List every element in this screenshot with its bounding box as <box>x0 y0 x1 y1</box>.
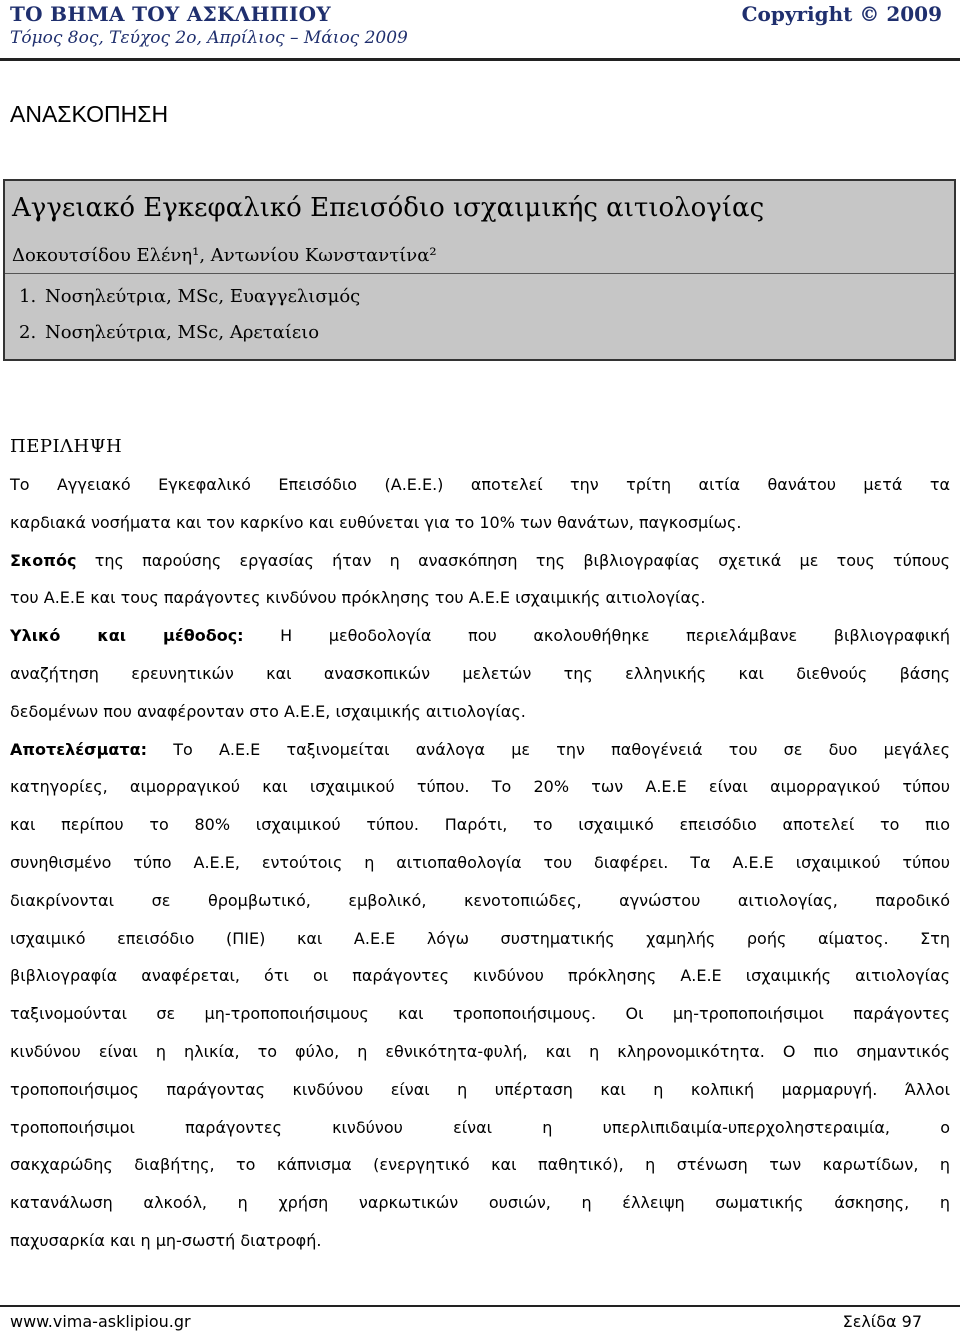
abstract-text: ταξινομούνται σε μη-τροποποιήσιμους και τροποποιήσιμους. Οι μη-τροποποιήσιμοι παράγοντες <box>10 1004 950 1024</box>
abstract-text: του Α.Ε.Ε και τους παράγοντες κινδύνου πρόκλησης του Α.Ε.Ε ισχαιμικής αιτιολογίας. <box>10 588 706 608</box>
abstract-line <box>10 740 950 759</box>
box-divider <box>5 273 954 274</box>
header-divider <box>0 58 960 61</box>
abstract-line <box>10 815 950 834</box>
abstract-subheading: Υλικό και μέθοδος: <box>10 626 244 646</box>
abstract-text: αναζήτηση ερευνητικών και ανασκοπικών μελετών της ελληνικής και διεθνούς βάσης <box>10 664 950 683</box>
abstract-text: διακρίνονται σε θρομβωτικό, εμβολικό, κενοτοπιώδες, αγνώστου αιτιολογίας, παροδικό <box>10 890 950 910</box>
abstract-subheading: Σκοπός <box>10 550 77 570</box>
abstract-text: παχυσαρκία και η μη-σωστή διατροφή. <box>10 1231 322 1250</box>
abstract-line <box>10 777 950 796</box>
abstract-line <box>10 1080 950 1099</box>
page-header <box>10 2 408 48</box>
copyright-notice: Copyright © 2009 <box>741 2 942 26</box>
abstract-line <box>10 1042 950 1061</box>
abstract-text: καρδιακά νοσήματα και τον καρκίνο και ευθύνεται για το 10% των θανάτων, παγκοσμίως. <box>10 512 742 532</box>
abstract-text: δεδομένων που αναφέρονταν στο Α.Ε.Ε, ισχαιμικής αιτιολογίας. <box>10 701 526 721</box>
abstract-line <box>10 664 950 683</box>
abstract-text: Η μεθοδολογία που ακολουθήθηκε περιελάμβανε βιβλιογραφική <box>243 626 951 646</box>
affiliation-text: Νοσηλεύτρια, MSc, Ευαγγελισμός <box>45 286 361 307</box>
footer-page-number: Σελίδα 97 <box>842 1312 922 1331</box>
abstract-text: τροποποιήσιμοι παράγοντες κινδύνου είναι η υπερλιπιδαιμία-υπερχοληστεραιμία, ο <box>10 1117 950 1137</box>
affiliation-text: Νοσηλεύτρια, MSc, Αρεταίειο <box>45 322 320 343</box>
abstract-line <box>10 1004 950 1023</box>
abstract-subheading: Αποτελέσματα: <box>10 739 148 759</box>
volume-issue: Τόμος 8ος, Τεύχος 2ο, Απρίλιος – Μάιος 2009 <box>10 28 408 48</box>
abstract-line <box>10 475 950 494</box>
abstract-line <box>10 588 950 607</box>
abstract-text: Το Α.Ε.Ε ταξινομείται ανάλογα με την παθογένειά του σε δυο μεγάλες <box>147 739 950 759</box>
affiliation-number: 1. <box>19 286 37 307</box>
abstract-text: σακχαρώδης διαβήτης, το κάπνισμα (ενεργητικό και παθητικό), η στένωση των καρωτίδων, η <box>10 1155 950 1175</box>
abstract-line <box>10 1118 950 1137</box>
abstract-heading: ΠΕΡΙΛΗΨΗ <box>10 436 123 457</box>
affiliation-2 <box>19 322 319 343</box>
footer-divider <box>0 1305 960 1307</box>
abstract-text: τροποποιήσιμος παράγοντας κινδύνου είναι η υπέρταση και η κολπική μαρμαρυγή. Άλλοι <box>10 1079 950 1099</box>
article-authors: Δοκουτσίδου Ελένη¹, Αντωνίου Κωνσταντίνα² <box>12 245 437 266</box>
abstract-text: κατηγορίες, αιμορραγικού και ισχαιμικού τύπου. Το 20% των Α.Ε.Ε είναι αιμορραγικού τύπου <box>10 777 950 797</box>
affiliation-1 <box>19 286 360 307</box>
abstract-line <box>10 702 950 721</box>
affiliation-number: 2. <box>19 322 37 343</box>
abstract-line <box>10 626 950 645</box>
abstract-line <box>10 891 950 910</box>
footer-website: www.vima-asklipiou.gr <box>10 1312 191 1331</box>
abstract-text: κινδύνου είναι η ηλικία, το φύλο, η εθνικότητα-φυλή, και η κληρονομικότητα. Ο πιο σημαντικός <box>10 1042 950 1061</box>
abstract-line <box>10 1193 950 1212</box>
abstract-text: Το Αγγειακό Εγκεφαλικό Επεισόδιο (Α.Ε.Ε.) αποτελεί την τρίτη αιτία θανάτου μετά τα <box>10 475 950 494</box>
abstract-text: συνηθισμένο τύπο Α.Ε.Ε, εντούτοις η αιτιοπαθολογία του διαφέρει. Τα Α.Ε.Ε ισχαιμικού τύπου <box>10 853 950 872</box>
abstract-line <box>10 1155 950 1174</box>
article-title: Αγγειακό Εγκεφαλικό Επεισόδιο ισχαιμικής αιτιολογίας <box>12 193 765 223</box>
abstract-text: ισχαιμικό επεισόδιο (ΠΙΕ) και Α.Ε.Ε λόγω συστηματικής χαμηλής ροής αίματος. Στη <box>10 928 950 948</box>
abstract-line <box>10 853 950 872</box>
section-label: ΑΝΑΣΚΟΠΗΣΗ <box>10 101 169 127</box>
journal-title: ΤΟ ΒΗΜΑ ΤΟΥ ΑΣΚΛΗΠΙΟΥ <box>10 2 331 26</box>
abstract-text: βιβλιογραφία αναφέρεται, ότι οι παράγοντες κινδύνου πρόκλησης Α.Ε.Ε ισχαιμικής αιτιολογίας <box>10 966 950 986</box>
abstract-line <box>10 929 950 948</box>
abstract-line <box>10 551 950 570</box>
abstract-text: κατανάλωση αλκοόλ, η χρήση ναρκωτικών ουσιών, η έλλειψη σωματικής άσκησης, η <box>10 1193 950 1213</box>
abstract-text: και περίπου το 80% ισχαιμικού τύπου. Παρότι, το ισχαιμικό επεισόδιο αποτελεί το πιο <box>10 815 950 835</box>
abstract-line <box>10 966 950 985</box>
abstract-line <box>10 513 950 532</box>
abstract-text: της παρούσης εργασίας ήταν η ανασκόπηση της βιβλιογραφίας σχετικά με τους τύπους <box>76 550 950 570</box>
abstract-line <box>10 1231 950 1250</box>
article-info-box <box>3 179 956 361</box>
